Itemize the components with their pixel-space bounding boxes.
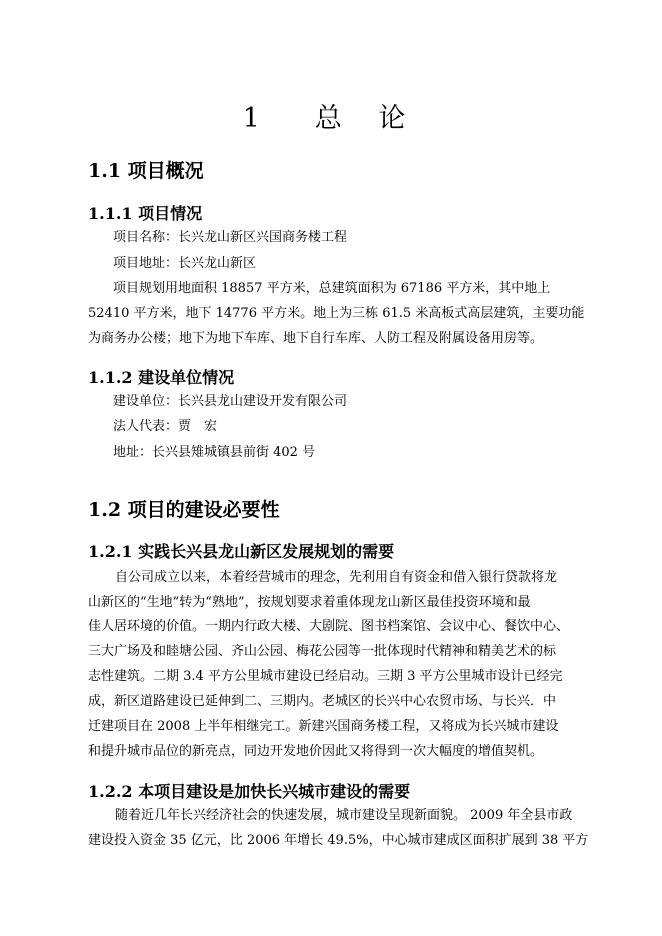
paragraph-line: 项目名称：长兴龙山新区兴国商务楼工程 — [113, 230, 348, 245]
paragraph-line: 迁建项目在 2008 上半年相继完工。新建兴国商务楼工程，又将成为长兴城市建设 — [88, 719, 559, 734]
subsection-heading-1-2-1: 1.2.1 实践长兴县龙山新区发展规划的需要 — [88, 542, 395, 561]
subsection-heading-1-1-2: 1.1.2 建设单位情况 — [88, 368, 235, 387]
paragraph-line: 52410 平方米，地下 14776 平方米。地上为三栋 61.5 米高板式高层建筑，主要功能 — [88, 306, 585, 321]
paragraph-line: 项目规划用地面积 18857 平方米，总建筑面积为 67186 平方米，其中地上 — [113, 281, 551, 296]
paragraph-line: 为商务办公楼；地下为地下车库、地下自行车库、人防工程及附属设备用房等。 — [88, 331, 544, 346]
paragraph-line: 随着近几年长兴经济社会的快速发展，城市建设呈现新面貌。 2009 年全县市政 — [115, 808, 573, 823]
paragraph-line: 法人代表：贾 宏 — [113, 419, 218, 434]
paragraph-line: 成，新区道路建设已延伸到二、三期内。老城区的长兴中心农贸市场、与长兴．中 — [88, 694, 557, 709]
paragraph-line: 建设投入资金 35 亿元，比 2006 年增长 49.5%，中心城市建成区面积扩展到 38 平方 — [88, 833, 589, 848]
paragraph-line: 建设单位：长兴县龙山建设开发有限公司 — [113, 394, 348, 409]
paragraph-line: 地址：长兴县雉城镇县前街 402 号 — [113, 445, 316, 460]
paragraph-line: 自公司成立以来，本着经营城市的理念，先利用自有资金和借入银行贷款将龙 — [115, 570, 558, 585]
section-heading-1-2: 1.2 项目的建设必要性 — [88, 499, 280, 521]
paragraph-line: 和提升城市品位的新亮点，同边开发地价因此又将得到一次大幅度的增值契机。 — [88, 744, 544, 759]
paragraph-line: 山新区的“生地”转为“熟地”，按规划要求着重体现龙山新区最佳投资环境和最 — [88, 595, 531, 610]
paragraph-line: 志性建筑。二期 3.4 平方公里城市建设已经启动。三期 3 平方公里城市设计已经完 — [88, 669, 563, 684]
subsection-heading-1-2-2: 1.2.2 本项目建设是加快长兴城市建设的需要 — [88, 782, 411, 801]
chapter-title: 1 总 论 — [242, 103, 420, 134]
section-heading-1-1: 1.1 项目概况 — [88, 160, 204, 182]
paragraph-line: 佳人居环境的价值。一期内行政大楼、大剧院、图书档案馆、会议中心、餐饮中心、 — [88, 619, 570, 634]
subsection-heading-1-1-1: 1.1.1 项目情况 — [88, 204, 203, 223]
paragraph-line: 项目地址：长兴龙山新区 — [113, 256, 257, 271]
paragraph-line: 三大广场及和睦塘公园、齐山公园、梅花公园等一批体现时代精神和精美艺术的标 — [88, 644, 557, 659]
